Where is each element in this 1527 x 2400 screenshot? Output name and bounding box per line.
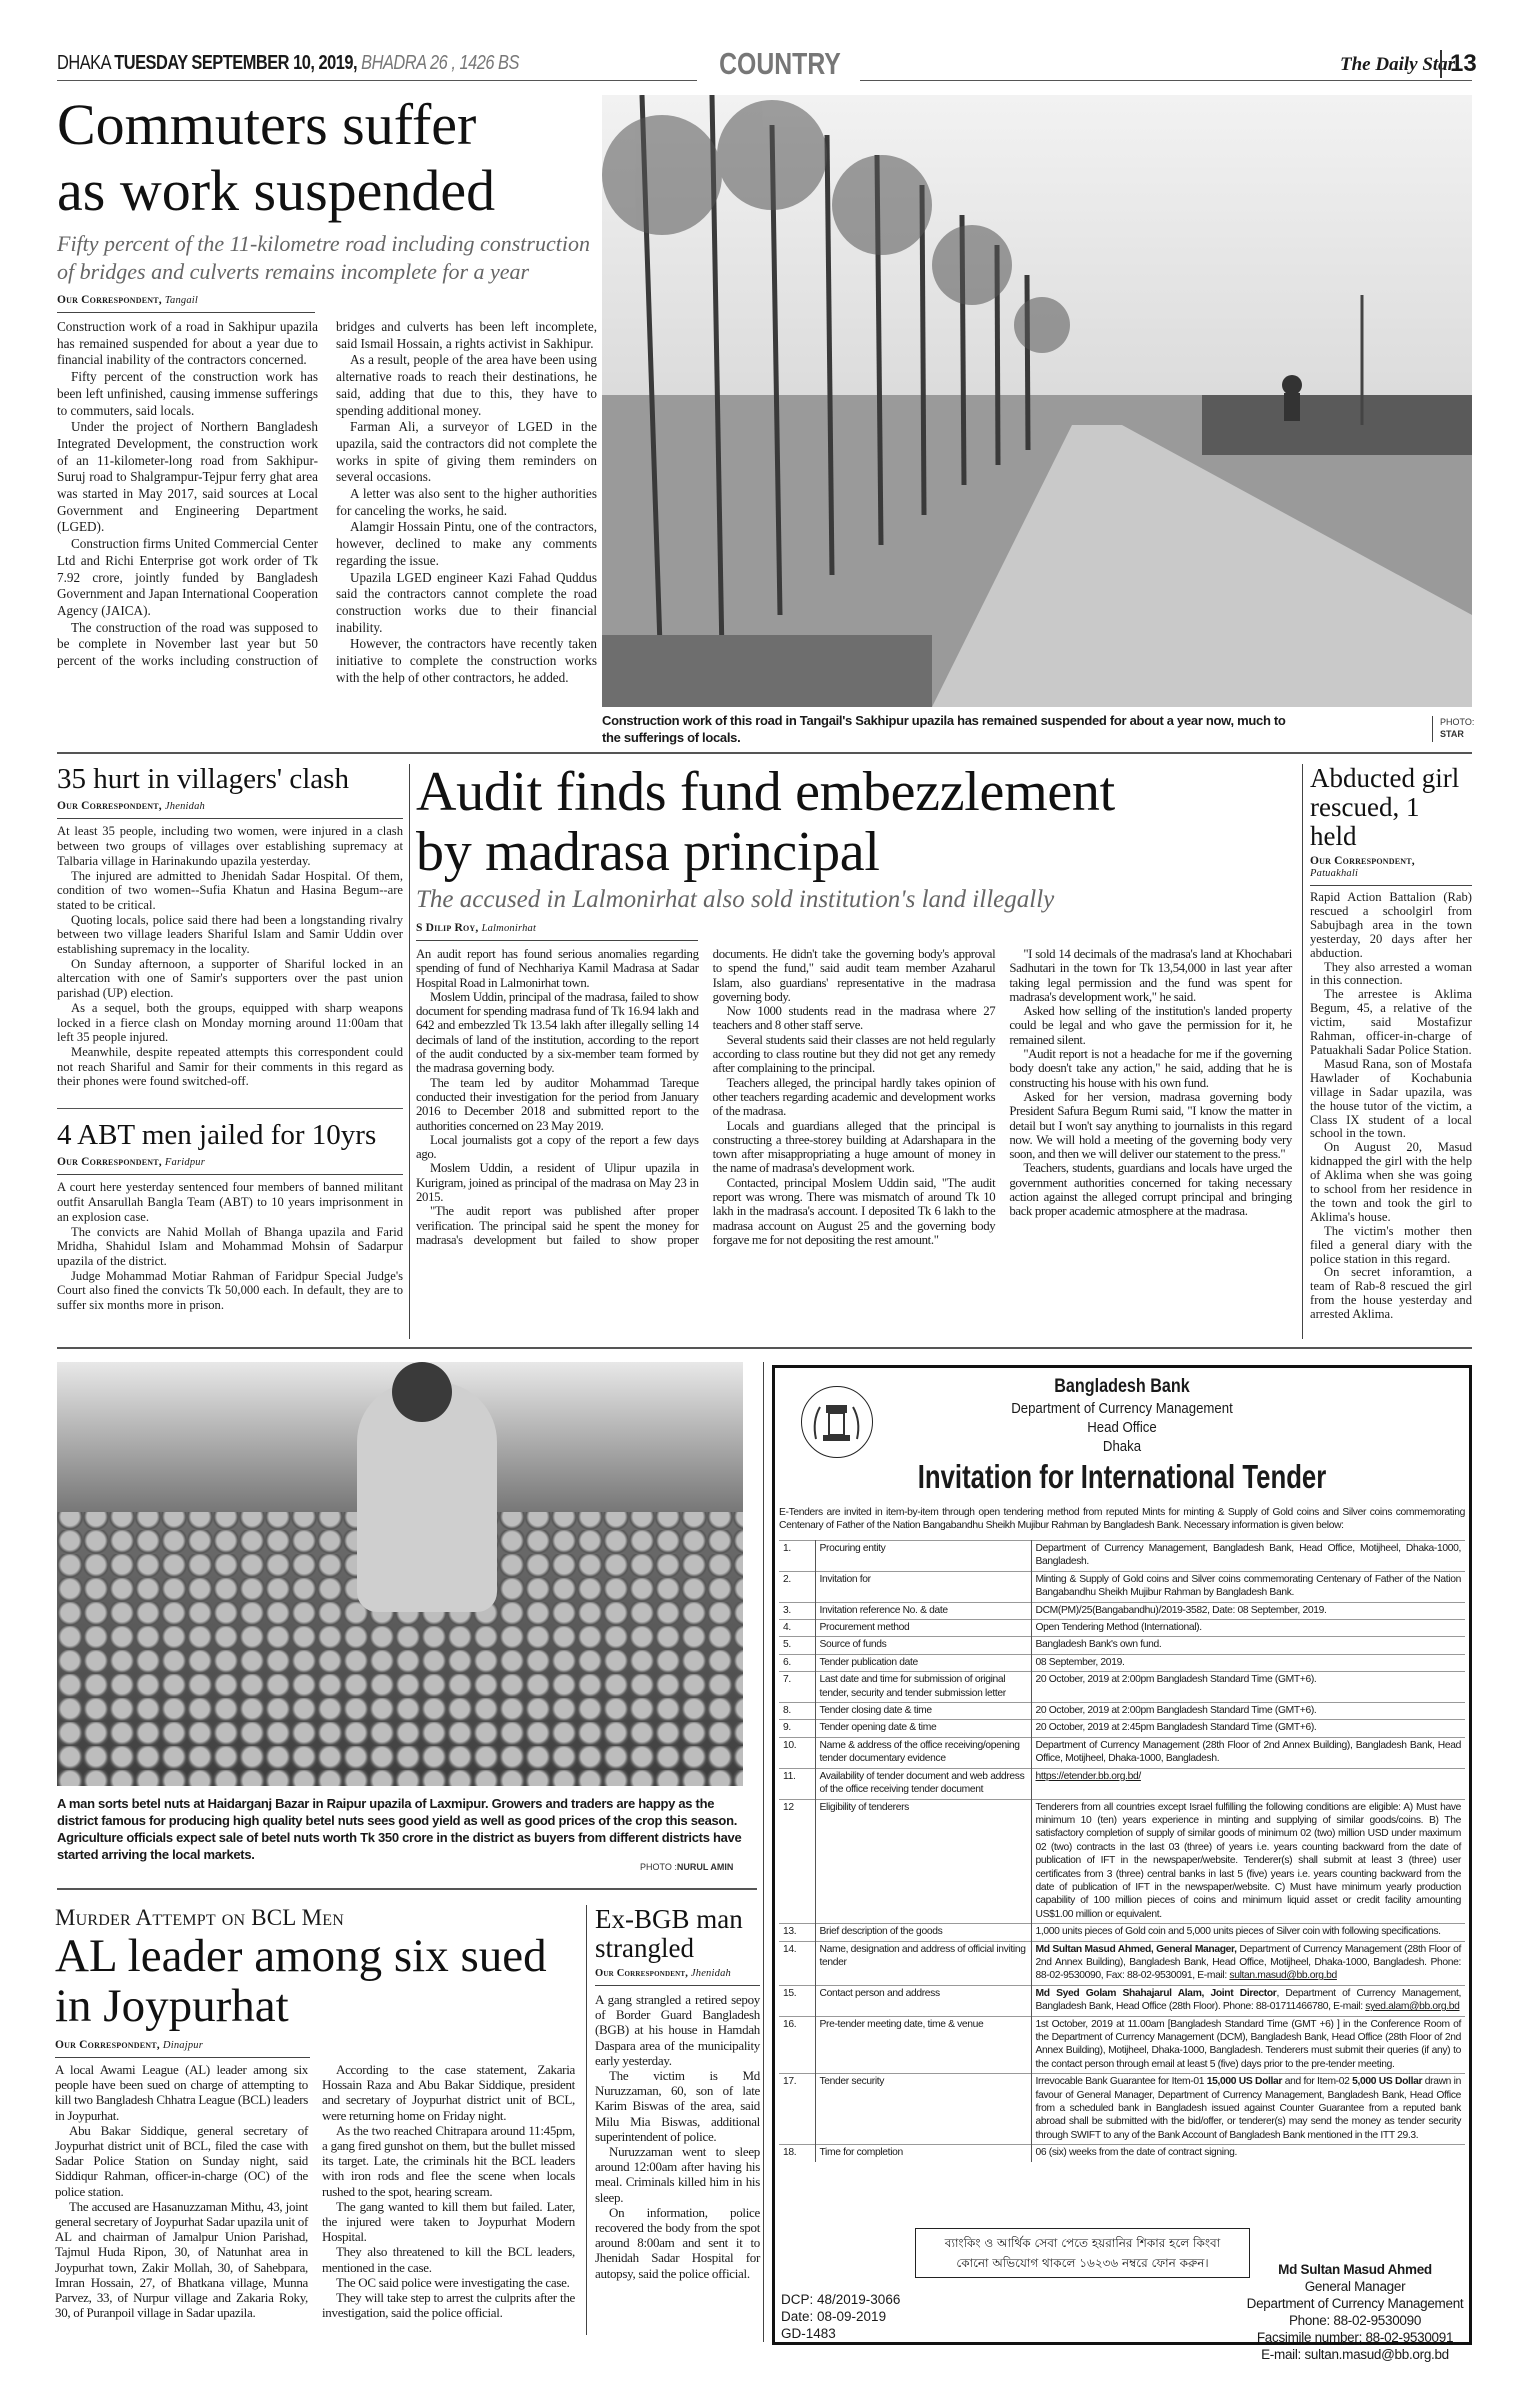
signatory-title: General Manager xyxy=(1304,2279,1406,2294)
row-number: 9. xyxy=(779,1720,815,1737)
row-value xyxy=(1031,1654,1465,1671)
row-value xyxy=(1031,1541,1465,1572)
paragraph: On August 20, Masud kidnapped the girl with the help of Aklima when she was going to school from her residence in the town and took the girl to Aklima's house. xyxy=(1310,1140,1472,1224)
row-number: 2. xyxy=(779,1571,815,1602)
story-byline xyxy=(1310,855,1472,886)
man-head xyxy=(392,1362,452,1422)
dateline-bangla-date: BHADRA 26 , 1426 BS xyxy=(361,52,519,74)
paragraph: The OC said police were investigating the case. xyxy=(336,2274,570,2290)
row-value xyxy=(1031,1720,1465,1737)
paragraph: According to the case statement, Zakaria Hossain Raza and Abu Bakar Siddique, president and secretary of Joypurhat district unit of BCL, were returning home on Friday night. xyxy=(322,2062,575,2123)
value-text: 1st October, 2019 at 11.00am [Bangladesh Standard Time (GMT +6) ] in the Conference Room of the Department of Currency Management (DCM), Bangladesh Bank, Head Office (28th Floor of 2nd Annex Building), Motijheel, Dhaka-1000, Bangladesh. Tenderers must submit their queries (if any) to the contact person through email at least 5 (five) days prior to the pre-tender meeting. xyxy=(1035,2018,1461,2070)
row-value xyxy=(1031,1571,1465,1602)
paragraph: Moslem Uddin, principal of the madrasa, failed to show document for spending madrasa fund of Tk 16.94 lakh and 642 and embezzled Tk 13.54 lakh after illegally selling 14 decimals of land of the institution, according to the report of the audit conducted by a six-member team formed by the madrasa governing body. xyxy=(416,989,699,1076)
paragraph: They also threatened to kill the BCL leaders, mentioned in the case. xyxy=(322,2244,575,2275)
story-byline xyxy=(57,1156,403,1175)
row-value xyxy=(1031,2074,1465,2145)
row-label: Last date and time for submission of original tender, security and tender submission letter xyxy=(815,1672,1031,1703)
value-text: drawn in favour of General Manager, Department of Currency Management, Bangladesh Bank, Head Office from a scheduled bank in Bangladesh issued against Counter Guarantee from a reputed bank abroad shall be submitted with the bid/offer, or tenderer(s) may send the money as tender security through SWIFT to any of the Bank Account of Bangladesh Bank mentioned in the ITT 29.3. xyxy=(1035,2076,1461,2141)
link[interactable]: https://etender.bb.org.bd/ xyxy=(1035,1770,1141,1782)
paragraph: The arrestee is Aklima Begum, 45, a relative of the victim, said Mostafizur Rahman, officer-in-charge of Patuakhali Sadar Police Station. xyxy=(1310,987,1472,1057)
signatory-phone: Phone: 88-02-9530090 xyxy=(1288,2313,1422,2328)
story-body xyxy=(416,947,1292,1297)
byline-author: S Dilip Roy, xyxy=(416,922,479,934)
paragraph: Teachers, students, guardians and locals have urged the government authorities concerned for taking necessary action against the alleged corrupt principal and bringing back proper academic atmosphere at the madrasa. xyxy=(1009,1161,1292,1219)
section-divider xyxy=(57,1888,757,1890)
headline-line: as work suspended xyxy=(57,158,496,223)
value-text: 20 October, 2019 at 2:00pm Bangladesh Standard Time (GMT+6). xyxy=(1035,1705,1317,1717)
row-number: 12 xyxy=(779,1799,815,1924)
paragraph: The construction of the road was supposed to be complete in November last year but 50 percent of the works including construction of bridges and culverts has been left incomplete, said Ismail Hossain, a rights activist in Sakhipur. xyxy=(57,319,597,669)
link[interactable]: sultan.masud@bb.org.bd xyxy=(1229,1970,1337,1982)
page-number: 13 xyxy=(1440,50,1477,78)
paragraph: Farman Ali, a surveyor of LGED in the upazila, said the contractors did not complete the works in spite of giving them reminders on several occasions. xyxy=(336,419,597,485)
audit-story xyxy=(416,762,1292,1297)
row-label: Eligibility of tenderers xyxy=(815,1799,1031,1924)
credit-label: PHOTO: xyxy=(1440,717,1475,727)
row-value xyxy=(1031,1602,1465,1619)
road-photo xyxy=(602,95,1472,707)
gd-number: GD-1483 xyxy=(781,2326,836,2341)
paragraph: They will take step to arrest the culprits after the investigation, said the police official. xyxy=(322,2290,575,2321)
paragraph: Under the project of Northern Bangladesh Integrated Development, the construction work of an 11-kilometer-long road from Sakhipur-Suruj road to Shalgrampur-Tejpur ferry ghat area was started in May 2017, said sources at Local Government and Engineering Department (LGED). xyxy=(57,419,318,535)
tender-advertisement xyxy=(772,1365,1472,2362)
headline-line: Commuters suffer xyxy=(57,92,477,157)
row-label: Pre-tender meeting date, time & venue xyxy=(815,2016,1031,2074)
row-number: 10. xyxy=(779,1737,815,1768)
paragraph: Alamgir Hossain Pintu, one of the contractors, however, declined to make any comments regarding the issue. xyxy=(336,519,597,568)
row-number: 17. xyxy=(779,2074,815,2145)
byline-author: Our Correspondent, xyxy=(57,1156,162,1169)
row-number: 6. xyxy=(779,1654,815,1671)
ad-intro: E-Tenders are invited in item-by-item through open tendering method from reputed Mints for minting & Supply of Gold coins and Silver coins commemorating Centenary of Father of the Nation Bangabandhu Sheikh Mujibur Rahman by Bangladesh Bank. Necessary information is given below: xyxy=(779,1507,1465,1532)
row-label: Contact person and address xyxy=(815,1985,1031,2016)
story-headline: AL leader among six sued in Joypurhat xyxy=(55,1930,547,2032)
betel-nut-photo xyxy=(57,1362,743,1786)
row-label: Source of funds xyxy=(815,1637,1031,1654)
section-title: COUNTRY xyxy=(719,46,841,81)
row-value xyxy=(1031,1637,1465,1654)
value-text: 06 (six) weeks from the date of contract signing. xyxy=(1035,2147,1237,2159)
row-number: 5. xyxy=(779,1637,815,1654)
value-text: Department of Currency Management, Bangladesh Bank, Head Office, Motijheel, Dhaka-1000, Bangladesh. xyxy=(1035,1543,1461,1568)
row-label: Procuring entity xyxy=(815,1541,1031,1572)
ad-office: Head Office xyxy=(1087,1419,1157,1436)
header-rule xyxy=(57,80,697,81)
value-text: Department of Currency Management (28th Floor of 2nd Annex Building), Bangladesh Bank, Head Office, Motijheel, Dhaka-1000, Bangladesh. xyxy=(1035,1739,1461,1765)
story-subhead: Fifty percent of the 11-kilometre road including construction of bridges and culverts remains incomplete for a year xyxy=(57,231,590,284)
byline-author: Our Correspondent, xyxy=(1310,855,1415,867)
paragraph: The victim's mother then filed a general diary with the police station in this regard. xyxy=(1310,1223,1472,1266)
story-body xyxy=(57,319,597,711)
table-row xyxy=(779,1571,1465,1602)
road-photo-image xyxy=(602,95,1472,707)
paragraph: Asked for her version, madrasa governing body President Safura Begum Rumi said, "I know the matter in detail but I won't say anything to journalists in this regard now. We will hold a meeting of the governing body very soon, and then we will deliver our statement to the press." xyxy=(1009,1089,1292,1162)
section-divider xyxy=(57,1347,1472,1349)
ad-date: Date: 08-09-2019 xyxy=(781,2309,887,2324)
story-headline: Abducted girl rescued, 1 held xyxy=(1310,763,1460,851)
row-number: 18. xyxy=(779,2145,815,2162)
paragraph: On secret inforamtion, a team of Rab-8 rescued the girl from the house yesterday and arrested Aklima. xyxy=(1310,1265,1472,1322)
table-row xyxy=(779,2074,1465,2145)
newspaper-logo: The Daily Star xyxy=(1340,54,1456,75)
row-number: 8. xyxy=(779,1703,815,1720)
row-label: Time for completion xyxy=(815,2145,1031,2162)
road-photo-credit xyxy=(1440,716,1474,740)
table-row xyxy=(779,1541,1465,1572)
row-label: Availability of tender document and web address of the office receiving tender document xyxy=(815,1768,1031,1799)
paragraph: At least 35 people, including two women, were injured in a clash between two groups of villages over establishing supremacy at Talbaria village in Harinakundo upazila yesterday. xyxy=(57,824,403,868)
row-label: Tender publication date xyxy=(815,1654,1031,1671)
story-body xyxy=(57,1180,403,1312)
byline-place: Jhenidah xyxy=(164,801,206,813)
bcl-story xyxy=(55,1905,575,2058)
ad-references xyxy=(781,2291,900,2342)
table-row xyxy=(779,1637,1465,1654)
table-row xyxy=(779,1768,1465,1799)
row-number: 15. xyxy=(779,1985,815,2016)
row-label: Name & address of the office receiving/opening tender documentary evidence xyxy=(815,1737,1031,1768)
value-text: Md Syed Golam Shahajarul Alam, Joint Director xyxy=(1035,1987,1277,1999)
table-row xyxy=(779,1924,1465,1941)
byline-author: Our Correspondent, xyxy=(55,2039,160,2051)
paragraph: Abu Bakar Siddique, general secretary of Joypurhat district unit of BCL, filed the case with Sadar Police Station on Sunday night, said Siddiqur Rahman, officer-in-charge (OC) of the police station. xyxy=(55,2122,308,2199)
credit-divider xyxy=(1432,716,1433,742)
table-row xyxy=(779,1720,1465,1737)
story-divider xyxy=(57,1108,403,1109)
paragraph: Now 1000 students read in the madrasa where 27 teachers and 8 other staff serve. xyxy=(712,1004,996,1033)
row-value xyxy=(1031,2145,1465,2162)
section-divider xyxy=(57,752,1472,754)
value-text: Bangladesh Bank's own fund. xyxy=(1035,1639,1162,1651)
headline-line: by madrasa principal xyxy=(416,821,880,883)
row-number: 4. xyxy=(779,1620,815,1637)
row-number: 11. xyxy=(779,1768,815,1799)
row-number: 16. xyxy=(779,2016,815,2074)
row-value xyxy=(1031,1737,1465,1768)
paragraph: Locals and guardians alleged that the principal is constructing a three-storey building at Adarshapara in the town after misappropriating a huge amount of money in the name of madrasa's development work. xyxy=(712,1118,996,1176)
row-value xyxy=(1031,1799,1465,1924)
row-number: 14. xyxy=(779,1941,815,1985)
row-label: Procurement method xyxy=(815,1620,1031,1637)
bgb-story xyxy=(595,1905,760,2281)
story-body xyxy=(55,2062,575,2342)
ad-title: Invitation for International Tender xyxy=(917,1458,1327,1495)
story-kicker: Murder Attempt on BCL Men xyxy=(55,1905,345,1930)
paragraph: However, the contractors have recently taken initiative to complete the construction works with the help of other contractors, he added. xyxy=(336,636,597,685)
paragraph: Upazila LGED engineer Kazi Fahad Quddus said the contractors cannot complete the road construction works due to their financial inability. xyxy=(336,569,597,635)
paragraph: A gang strangled a retired sepoy of Border Guard Bangladesh (BGB) at his house in Hamdah Daspara area of the municipality early yesterday. xyxy=(595,1992,760,2068)
dateline-date: TUESDAY SEPTEMBER 10, 2019, xyxy=(114,52,358,74)
column-rule xyxy=(586,1905,587,2335)
byline-place: Tangail xyxy=(164,295,199,306)
story-body xyxy=(595,1992,760,2281)
paragraph: "I sold 14 decimals of the madrasa's land at Khochabari Sadhutari in the town for Tk 13,54,000 in last year after taking legal permission and the fund was spent for madrasa's development work," he said. xyxy=(1009,947,1292,1004)
paragraph: Masud Rana, son of Mostafa Hawlader of Kochabunia village in Sadar upazila, was the house tutor of the victim, a Class IX student of a local school in the town. xyxy=(1310,1056,1472,1141)
story-body xyxy=(1310,891,1472,1322)
paragraph: Teachers alleged, the principal hardly takes opinion of other teachers regarding academic and development works of the madrasa. xyxy=(712,1075,996,1119)
paragraph: The convicts are Nahid Mollah of Bhanga upazila and Farid Mridha, Shahidul Islam and Mohammad Mohsin of Sadarpur upazila of the district. xyxy=(57,1224,403,1268)
row-label: Tender closing date & time xyxy=(815,1703,1031,1720)
byline-place: Patuakhali xyxy=(1310,868,1359,879)
credit-label: PHOTO : xyxy=(640,1862,677,1872)
headline-line: Audit finds fund embezzlement xyxy=(416,761,1115,823)
paragraph: A letter was also sent to the higher authorities for canceling the works, he said. xyxy=(336,486,597,518)
value-text: Minting & Supply of Gold coins and Silver coins commemorating Centenary of Father of the Nation Bangabandhu Sheikh Mujibur Rahman by Bangladesh Bank. xyxy=(1035,1573,1461,1599)
row-label: Tender security xyxy=(815,2074,1031,2145)
paragraph: They also arrested a woman in this connection. xyxy=(1310,959,1472,988)
row-label: Name, designation and address of official inviting tender xyxy=(815,1941,1031,1985)
paragraph: Meanwhile, despite repeated attempts this correspondent could not reach Shariful and Samir for their comments in this regard as their phones were found switched-off. xyxy=(57,1044,403,1089)
signatory-name: Md Sultan Masud Ahmed xyxy=(1278,2262,1432,2277)
signatory-block xyxy=(1245,2261,1465,2363)
row-label: Tender opening date & time xyxy=(815,1720,1031,1737)
byline-author: Our Correspondent, xyxy=(57,800,162,813)
paragraph: The gang wanted to kill them but failed. Later, the injured were taken to Joypurhat Modern Hospital. xyxy=(322,2198,575,2245)
table-row xyxy=(779,1703,1465,1720)
table-row xyxy=(779,2016,1465,2074)
story-byline xyxy=(57,800,403,819)
row-value xyxy=(1031,1672,1465,1703)
paragraph: Construction firms United Commercial Center Ltd and Richi Enterprise got work order of Tk 7.92 crore, jointly funded by Bangladesh Government and Japan International Cooperation Agency (JAICA). xyxy=(57,536,318,618)
byline-place: Jhenidah xyxy=(690,1968,731,1979)
signatory-email: E-mail: sultan.masud@bb.org.bd xyxy=(1261,2347,1449,2362)
table-row xyxy=(779,2145,1465,2162)
value-text: Irrevocable Bank Guarantee for Item-01 xyxy=(1035,2076,1207,2088)
dcp-number: DCP: 48/2019-3066 xyxy=(781,2292,901,2307)
row-number: 1. xyxy=(779,1541,815,1572)
table-row xyxy=(779,1620,1465,1637)
ad-city: Dhaka xyxy=(1102,1438,1142,1455)
value-text: and for Item-02 xyxy=(1282,2076,1353,2088)
paragraph: As the two reached Chitrapara around 11:45pm, a gang fired gunshot on them, but the bullet missed its target. Late, the criminals hit the BCL leaders with iron rods and flee the scene when locals rushed to the spot, hearing scream. xyxy=(322,2122,575,2199)
value-text: DCM(PM)/25(Bangabandhu)/2019-3582, Date: 08 September, 2019. xyxy=(1035,1604,1327,1616)
paragraph: The accused are Hasanuzzaman Mithu, 43, joint general secretary of Joypurhat Sadar upazila unit of AL and chairman of Jamalpur Union Parishad, Tajmul Huda Ripon, 30, of Natunhat area in Joypurhat town, Zakir Mollah, 30, of Sahebpara, Imran Hossain, 27, of Bhatkana village, Munna Parvez, 33, of Nurpur village and Zakaria Roky, 30, of Puranpoil village in Sadar upazila. xyxy=(55,2198,308,2321)
byline-place: Lalmonirhat xyxy=(481,923,537,934)
ad-org-name: Bangladesh Bank xyxy=(1054,1376,1190,1397)
paragraph: Contacted, principal Moslem Uddin said, "The audit report was wrong. There was mismatch of around Tk 10 lakh in the madrasa's account. I deposited Tk 6 lakh to the madrasa account on August 25 and the governing body forgave me for not depositing the rest amount." xyxy=(712,1175,996,1247)
value-text: Open Tendering Method (International). xyxy=(1035,1622,1202,1634)
row-value xyxy=(1031,1985,1465,2016)
bangla-notice-box: ব্যাংকিং ও আর্থিক সেবা পেতে হয়রানির শিকার হলে কিংবা কোনো অভিযোগ থাকলে ১৬২৩৬ নম্বরে ফোন করুন। xyxy=(915,2228,1250,2278)
paragraph: Quoting locals, police said there had been a longstanding rivalry between two village leaders Shariful Islam and Samir Uddin over establishing supremacy in the locality. xyxy=(57,912,403,957)
paragraph: On information, police recovered the body from the spot around 8:00am and sent it to Jhenidah Sadar Hospital for autopsy, said the police official. xyxy=(595,2204,760,2281)
table-row xyxy=(779,1941,1465,1985)
row-label: Invitation for xyxy=(815,1571,1031,1602)
clash-story xyxy=(57,764,403,1089)
commuters-story xyxy=(57,92,597,711)
story-headline: 4 ABT men jailed for 10yrs xyxy=(57,1119,377,1151)
story-subhead: The accused in Lalmonirhat also sold institution's land illegally xyxy=(416,886,1055,913)
tender-info-table xyxy=(779,1540,1465,2162)
table-row xyxy=(779,1737,1465,1768)
row-value xyxy=(1031,1768,1465,1799)
story-body xyxy=(57,824,403,1089)
column-rule xyxy=(1302,764,1303,1339)
value-text: 5,000 US Dollar xyxy=(1352,2076,1423,2088)
paragraph: A court here yesterday sentenced four members of banned militant outfit Ansarullah Bangla Team (ABT) to 10 years imprisonment in an explosion case. xyxy=(57,1180,403,1224)
table-row xyxy=(779,1654,1465,1671)
value-text: Tenderers from all countries except Israel fulfilling the following conditions are eligible: A) Must have minimum 10 (ten) years experience in minting and supplying of similar goods/coins. B) The satisfactory completion of supply of similar goods of minimum 02 (two) million USD under maximum 02 (two) contracts in the last 03 (three) of years i.e. years counting backward from the date of publication of IFT in the newspaper/website. Tenderer(s) shall submit at least 3 (three) user certificates from 3 (three) central banks in last 5 (five) years i.e. years counting backward from the date of publication of IFT in the newspaper/website. C) Must have minimum yearly production capability of 100 million pieces of coins and minimum liquid asset or credit facility amounting US$1.00 million or equivalent. xyxy=(1035,1801,1461,1920)
paragraph: Moslem Uddin, a resident of Ulipur upazila in Kurigram, joined as principal of the madrasa on May 23 in 2015. xyxy=(416,1161,699,1205)
signatory-fax: Facsimile number: 88-02-9530091 xyxy=(1256,2330,1454,2345)
story-headline: 35 hurt in villagers' clash xyxy=(57,763,349,795)
story-headline xyxy=(416,762,1292,882)
paragraph: The team led by auditor Mohammad Tareque conducted their investigation for the period from January 2016 to December 2018 and submitted report to the authorities concerned on 23 May 2019. xyxy=(416,1075,699,1133)
betel-photo-caption: A man sorts betel nuts at Haidarganj Bazar in Raipur upazila of Laxmipur. Growers and traders are happy as the district famous for producing high quality betel nuts sees good yield as well as good prices of the crop this season. Agriculture officials expect sale of betel nuts worth Tk 350 crore in the district as buyers from different districts have started arriving the local markets. xyxy=(57,1796,742,1862)
paragraph: A local Awami League (AL) leader among six people have been sued on charge of attempting to kill two Bangladesh Chhatra League (BCL) leaders in Joypurhat. xyxy=(55,2062,308,2123)
row-value xyxy=(1031,1620,1465,1637)
row-label: Invitation reference No. & date xyxy=(815,1602,1031,1619)
byline-place: Dinajpur xyxy=(162,2040,204,2051)
abt-story xyxy=(57,1120,403,1313)
dateline xyxy=(57,52,519,75)
credit-name: NURUL AMIN xyxy=(676,1862,734,1872)
story-byline xyxy=(55,2039,310,2058)
header-rule xyxy=(860,80,1472,81)
byline-place: Faridpur xyxy=(164,1157,206,1169)
link[interactable]: syed.alam@bb.org.bd xyxy=(1365,2001,1460,2013)
table-row xyxy=(779,1672,1465,1703)
betel-photo-credit xyxy=(640,1862,733,1872)
abducted-story xyxy=(1310,764,1472,1322)
paragraph: As a result, people of the area have been using alternative roads to reach their destinations, he said, adding that due to this, they have to spending additional money. xyxy=(336,352,597,418)
road-photo-caption: Construction work of this road in Tangail's Sakhipur upazila has remained suspended for about a year now, much to the sufferings of locals. xyxy=(602,713,1286,745)
value-text: 20 October, 2019 at 2:45pm Bangladesh Standard Time (GMT+6). xyxy=(1035,1722,1317,1734)
row-number: 3. xyxy=(779,1602,815,1619)
paragraph: "Audit report is not a headache for me if the governing body doesn't take any action," he said, adding that he is constructing his house with his own fund. xyxy=(1009,1047,1292,1090)
story-headline xyxy=(57,92,597,224)
paragraph: The injured are admitted to Jhenidah Sadar Hospital. Of them, condition of two women--Sufia Khatun and Hasina Begum--are stated to be critical. xyxy=(57,868,403,912)
signatory-department: Department of Currency Management xyxy=(1246,2296,1464,2311)
value-text: , Department of Currency Management, Bangladesh Bank, Head Office (28th Floor). Phone: 88-01711466780, E-mail: xyxy=(1035,1987,1461,2013)
paragraph: Several students said their classes are not held regularly according to class routine but they did not get any remedy after complaining to the principal. xyxy=(712,1032,996,1076)
paragraph: Asked how selling of the institution's landed property could be legal and who gave the permission for it, he remained silent. xyxy=(1009,1004,1292,1047)
value-text: 1,000 units pieces of Gold coin and 5,000 units pieces of Silver coin with following specifications. xyxy=(1035,1926,1441,1938)
paragraph: The victim is Md Nuruzzaman, 60, son of late Karim Biswas of the area, said Milu Mia Biswas, additional superintendent of police. xyxy=(595,2068,760,2144)
paragraph: "The audit report was published after proper verification. The principal said he spent the money for madrasa's development but failed to show proper documents. He didn't take the governing body's approval to spend the fund," said audit team member Azaharul Islam, also guardians' representative in the madrasa governing body. xyxy=(416,947,996,1247)
table-row xyxy=(779,1602,1465,1619)
paragraph: Construction work of a road in Sakhipur upazila has remained suspended for about a year due to financial inability of the contractors concerned. xyxy=(57,319,318,368)
byline-author: Our Correspondent, xyxy=(57,294,162,306)
value-text: 08 September, 2019. xyxy=(1035,1656,1125,1668)
row-value xyxy=(1031,1924,1465,1941)
paragraph: Nuruzzaman went to sleep around 12:00am after having his meal. Criminals killed him in his sleep. xyxy=(595,2144,760,2205)
row-number: 13. xyxy=(779,1924,815,1941)
value-text: 15,000 US Dollar xyxy=(1206,2076,1283,2088)
column-rule xyxy=(763,1362,764,2342)
dateline-city: DHAKA xyxy=(57,52,111,74)
value-text: 20 October, 2019 at 2:00pm Bangladesh Standard Time (GMT+6). xyxy=(1035,1674,1317,1686)
paragraph: On Sunday afternoon, a supporter of Shariful locked in an altercation with one of Samir's supporters over the past union parishad (UP) election. xyxy=(57,956,403,1001)
row-value xyxy=(1031,1703,1465,1720)
ad-department: Department of Currency Management xyxy=(1011,1400,1233,1417)
paragraph: Local journalists got a copy of the report a few days ago. xyxy=(416,1132,699,1162)
table-row xyxy=(779,1799,1465,1924)
paragraph: Fifty percent of the construction work has been left unfinished, causing immense sufferings to commuters, said locals. xyxy=(57,369,318,418)
paragraph: Judge Mohammad Motiar Rahman of Faridpur Special Judge's Court also fined the convicts Tk 50,000 each. In default, they are to suffer six months more in prison. xyxy=(57,1268,403,1313)
value-text: Department of Currency Management (28th Floor of 2nd Annex Building), Bangladesh Bank, Head Office, Motijheel, Dhaka-1000, Bangladesh. Phone: 88-02-9530090, Fax: 88-02-9530091, E-mail: xyxy=(1035,1943,1461,1982)
story-byline xyxy=(595,1968,760,1986)
row-label: Brief description of the goods xyxy=(815,1924,1031,1941)
value-text: Md Sultan Masud Ahmed, General Manager, xyxy=(1035,1943,1237,1955)
row-value xyxy=(1031,1941,1465,1985)
credit-name: STAR xyxy=(1440,729,1464,739)
story-byline xyxy=(416,922,698,941)
byline-author: Our Correspondent, xyxy=(595,1968,689,1979)
column-rule xyxy=(409,764,410,1339)
row-number: 7. xyxy=(779,1672,815,1703)
paragraph: An audit report has found serious anomalies regarding spending of fund of Nechhariya Kamil Madrasa at Sadar Hospital Road in Lalmonirhat town. xyxy=(416,947,699,990)
story-headline: Ex-BGB man strangled xyxy=(595,1904,743,1963)
story-byline xyxy=(57,294,315,313)
row-value xyxy=(1031,2016,1465,2074)
paragraph: As a sequel, both the groups, equipped with sharp weapons locked in a fierce clash on Monday morning around 11:00am that left 35 people injured. xyxy=(57,1000,403,1045)
paragraph: Rapid Action Battalion (Rab) rescued a schoolgirl from Sabujbagh area in the town yesterday, 20 days after her abduction. xyxy=(1310,890,1472,960)
table-row xyxy=(779,1985,1465,2016)
